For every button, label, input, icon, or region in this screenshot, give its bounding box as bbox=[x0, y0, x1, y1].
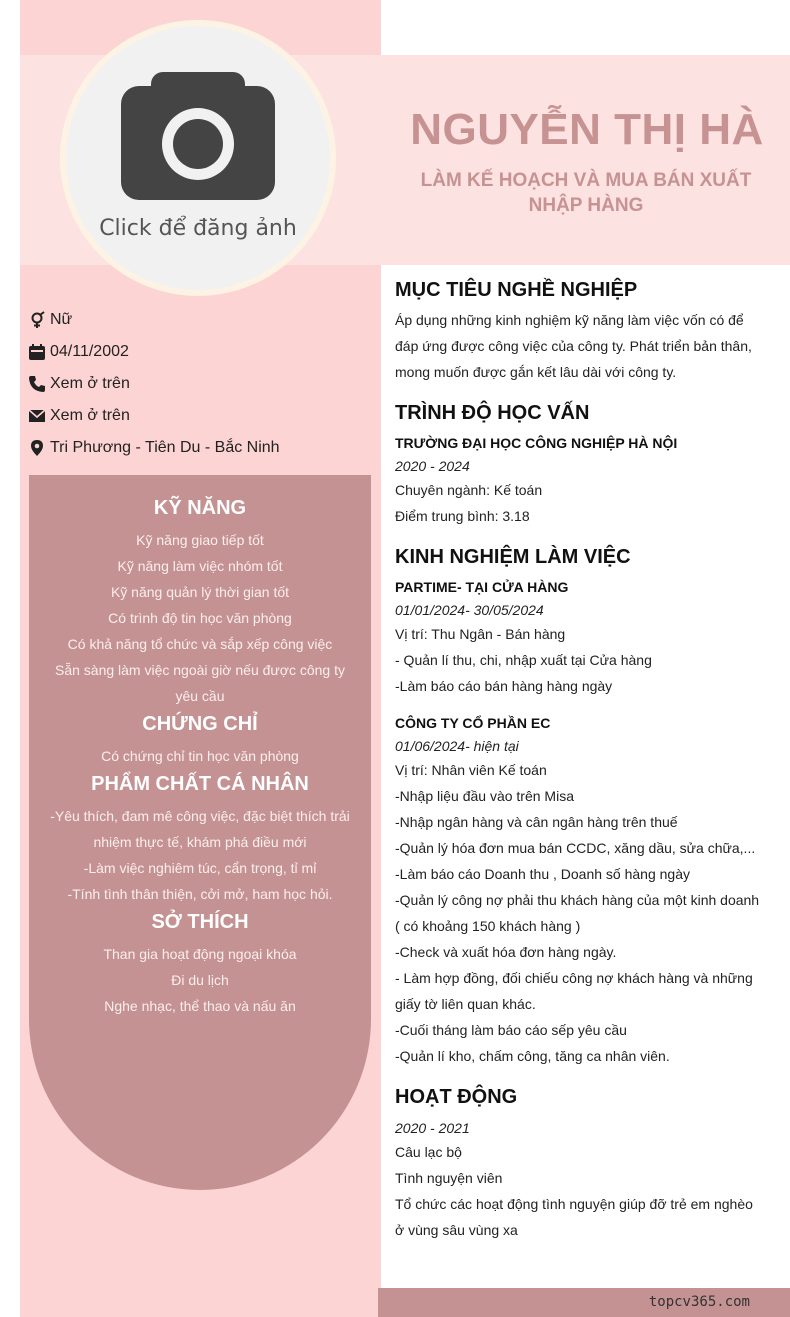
candidate-name: NGUYỄN THỊ HÀ bbox=[410, 105, 764, 154]
objective-text: Áp dụng những kinh nghiệm kỹ năng làm việc vốn có để đáp ứng được công việc của công ty. Phát triển bản thân, mong muốn được gắn kết lâu dài với công ty. bbox=[395, 312, 752, 380]
job-line: -Quản lí kho, chấm công, tăng ca nhân viên. bbox=[395, 1048, 670, 1064]
birthday-value: 04/11/2002 bbox=[50, 343, 129, 360]
certificate-item: Có chứng chỉ tin học văn phòng bbox=[101, 748, 299, 764]
certificates-heading: CHỨNG CHỈ bbox=[142, 713, 258, 735]
activities-section bbox=[395, 1083, 760, 1243]
contact-phone bbox=[28, 368, 368, 400]
objective-heading: MỤC TIÊU NGHỀ NGHIỆP bbox=[395, 279, 638, 301]
quality-item: -Yêu thích, đam mê công việc, đặc biệt thích trải nhiệm thực tế, khám phá điều mới bbox=[50, 808, 350, 850]
job-period: 01/06/2024- hiện tại bbox=[395, 738, 519, 754]
camera-icon bbox=[121, 66, 275, 202]
job-company: CÔNG TY CỔ PHẦN EC bbox=[395, 715, 551, 731]
contact-birthday bbox=[28, 336, 368, 368]
skills-panel bbox=[29, 475, 371, 1190]
contact-info bbox=[28, 304, 368, 464]
job-line: -Làm báo cáo Doanh thu , Doanh số hàng ngày bbox=[395, 866, 690, 882]
job-line: Vị trí: Thu Ngân - Bán hàng bbox=[395, 626, 566, 642]
hobbies-heading: SỞ THÍCH bbox=[151, 911, 249, 933]
hobby-item: Nghe nhạc, thể thao và nấu ăn bbox=[104, 998, 296, 1014]
skills-list bbox=[49, 527, 351, 709]
activity-line: Tổ chức các hoạt động tình nguyện giúp đỡ trẻ em nghèo ở vùng sâu vùng xa bbox=[395, 1196, 753, 1238]
activity-line: Câu lạc bộ bbox=[395, 1144, 462, 1160]
skill-item: Có khả năng tổ chức và sắp xếp công việc bbox=[67, 636, 333, 652]
job-line: - Làm hợp đồng, đối chiếu công nợ khách hàng và những giấy tờ liên quan khác. bbox=[395, 970, 753, 1012]
hobbies-list bbox=[49, 941, 351, 1019]
skill-item: Kỹ năng giao tiếp tốt bbox=[136, 532, 264, 548]
gender-icon bbox=[28, 311, 46, 329]
gender-value: Nữ bbox=[50, 311, 73, 328]
email-value: Xem ở trên bbox=[50, 407, 130, 424]
phone-icon bbox=[28, 375, 46, 393]
job-line: -Quản lý hóa đơn mua bán CCDC, xăng dầu, sửa chữa,... bbox=[395, 840, 756, 856]
qualities-heading: PHẨM CHẤT CÁ NHÂN bbox=[91, 773, 309, 795]
phone-value: Xem ở trên bbox=[50, 375, 130, 392]
activities-period: 2020 - 2021 bbox=[395, 1120, 470, 1136]
main-content bbox=[395, 276, 760, 1243]
job-line: -Quản lý công nợ phải thu khách hàng của một kinh doanh ( có khoảng 150 khách hàng ) bbox=[395, 892, 760, 934]
footer-brand: topcv365.com bbox=[648, 1294, 750, 1310]
hobby-item: Đi du lịch bbox=[171, 972, 229, 988]
job-line: -Nhập ngân hàng và cân ngân hàng trên thuế bbox=[395, 814, 678, 830]
education-gpa: Điểm trung bình: 3.18 bbox=[395, 508, 530, 524]
experience-heading: KINH NGHIỆM LÀM VIỆC bbox=[395, 546, 631, 568]
activities-heading: HOẠT ĐỘNG bbox=[395, 1086, 518, 1108]
skill-item: Kỹ năng quản lý thời gian tốt bbox=[110, 584, 290, 600]
location-pin-icon bbox=[28, 439, 46, 457]
skills-heading: KỸ NĂNG bbox=[153, 497, 247, 519]
contact-email bbox=[28, 400, 368, 432]
quality-item: -Tính tình thân thiện, cởi mở, ham học hỏi. bbox=[67, 886, 333, 902]
footer-bar bbox=[378, 1288, 790, 1317]
photo-upload[interactable] bbox=[60, 20, 336, 296]
education-major: Chuyên ngành: Kế toán bbox=[395, 482, 543, 498]
education-period: 2020 - 2024 bbox=[395, 458, 470, 474]
job-line: -Cuối tháng làm báo cáo sếp yêu cầu bbox=[395, 1022, 627, 1038]
job-line: -Làm báo cáo bán hàng hàng ngày bbox=[395, 678, 613, 694]
skill-item: Có trình độ tin học văn phòng bbox=[108, 610, 292, 626]
education-section bbox=[395, 399, 760, 529]
objective-section bbox=[395, 276, 760, 385]
calendar-icon bbox=[28, 343, 46, 361]
experience-section bbox=[395, 543, 760, 1069]
address-value: Tri Phương - Tiên Du - Bắc Ninh bbox=[50, 439, 280, 456]
job-title: LÀM KẾ HOẠCH VÀ MUA BÁN XUẤT NHẬP HÀNG bbox=[420, 170, 752, 216]
job-line: Vị trí: Nhân viên Kế toán bbox=[395, 762, 547, 778]
contact-gender bbox=[28, 304, 368, 336]
qualities-list bbox=[49, 803, 351, 907]
skill-item: Kỹ năng làm việc nhóm tốt bbox=[117, 558, 283, 574]
job-line: -Nhập liệu đầu vào trên Misa bbox=[395, 788, 574, 804]
envelope-icon bbox=[28, 407, 46, 425]
job-period: 01/01/2024- 30/05/2024 bbox=[395, 602, 544, 618]
job-company: PARTIME- TẠI CỬA HÀNG bbox=[395, 579, 569, 595]
photo-upload-label: Click để đăng ảnh bbox=[99, 216, 297, 241]
hobby-item: Than gia hoạt động ngoại khóa bbox=[103, 946, 297, 962]
quality-item: -Làm việc nghiêm túc, cẩn trọng, tỉ mỉ bbox=[83, 860, 317, 876]
job-line: - Quản lí thu, chi, nhập xuất tại Cửa hàng bbox=[395, 652, 652, 668]
certificates-list bbox=[49, 743, 351, 769]
school-name: TRƯỜNG ĐẠI HỌC CÔNG NGHIỆP HÀ NỘI bbox=[395, 435, 678, 451]
activity-line: Tình nguyện viên bbox=[395, 1170, 503, 1186]
contact-address bbox=[28, 432, 368, 464]
skill-item: Sẵn sàng làm việc ngoài giờ nếu được công ty yêu cầu bbox=[54, 662, 345, 704]
job-line: -Check và xuất hóa đơn hàng ngày. bbox=[395, 944, 617, 960]
education-heading: TRÌNH ĐỘ HỌC VẤN bbox=[395, 402, 590, 424]
